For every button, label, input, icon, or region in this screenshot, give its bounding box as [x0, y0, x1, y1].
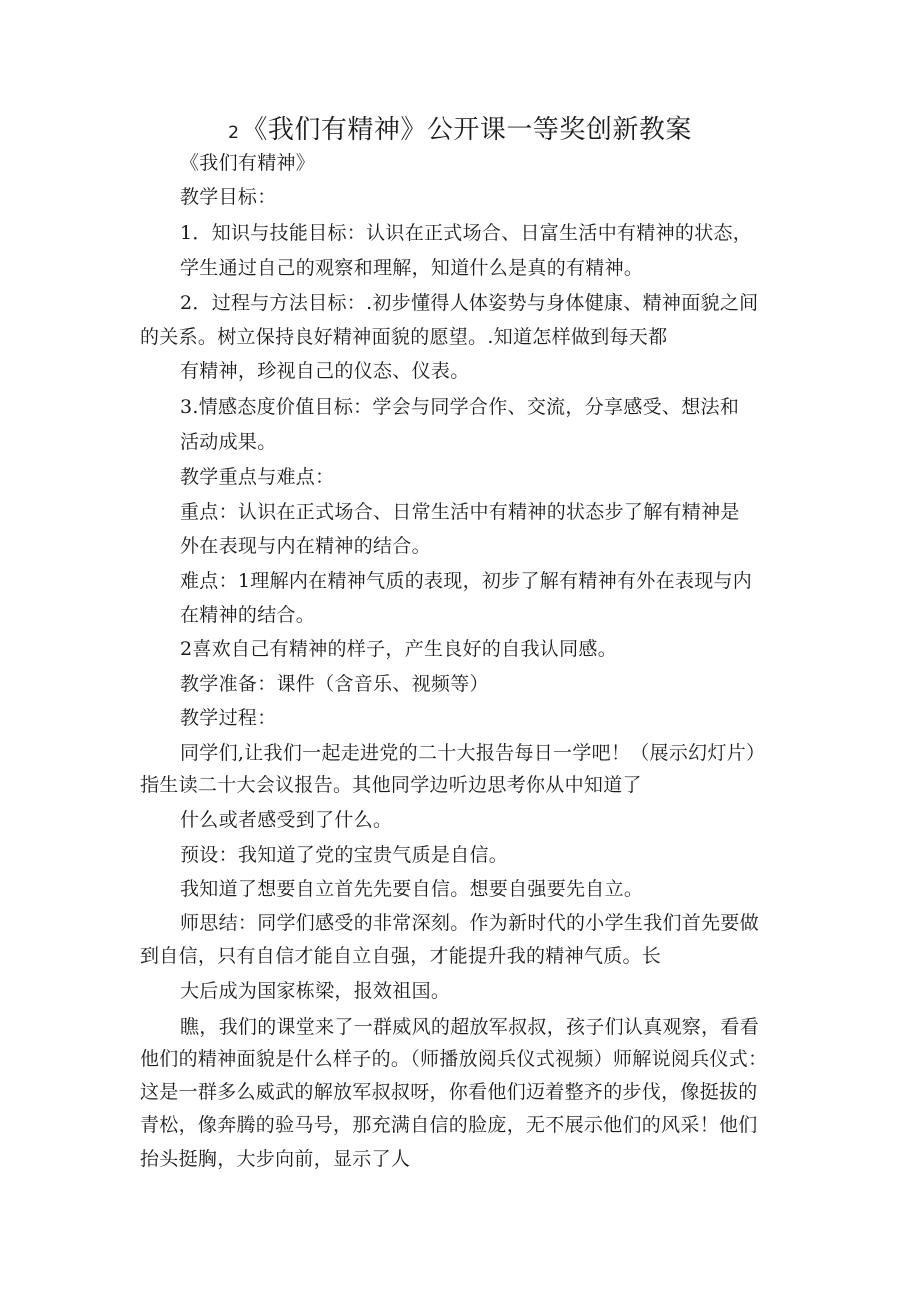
body-line: 师思结：同学们感受的非常深刻。作为新时代的小学生我们首先要做 — [180, 912, 760, 934]
body-line: 指生读二十大会议报告。其他同学边听边思考你从中知道了 — [140, 774, 642, 796]
body-line: 他们的精神面貌是什么样子的。（师播放阅兵仪式视频）师解说阅兵仪式： — [140, 1048, 768, 1070]
body-line: 教学准备：课件（含音乐、视频等） — [180, 673, 489, 695]
body-line: 抬头挺胸，大步向前，显示了人 — [140, 1148, 411, 1170]
body-line: 预设：我知道了党的宝贵气质是自信。 — [180, 844, 509, 866]
body-line: 的关系。树立保持良好精神面貌的愿望。.知道怎样做到每天都 — [140, 326, 668, 348]
body-line: 2喜欢自己有精神的样子，产生良好的自我认同感。 — [180, 638, 617, 660]
body-line: 外在表现与内在精神的结合。 — [180, 535, 431, 557]
body-line: 我知道了想要自立首先先要自信。想要自强要先自立。 — [180, 878, 644, 900]
document-title — [0, 112, 920, 151]
body-line: 3.情感态度价值目标：学会与同学合作、交流，分享感受、想法和 — [180, 396, 740, 418]
body-line: 《我们有精神》 — [180, 152, 316, 174]
body-line: 1．知识与技能目标：认识在正式场合、日富生活中有精神的状态， — [180, 222, 753, 244]
body-line: 在精神的结合。 — [180, 604, 316, 626]
body-line: 青松，像奔腾的验马号，那充满自信的脸庞，无不展示他们的风采！他们 — [140, 1114, 758, 1136]
body-line: 什么或者感受到了什么。 — [180, 809, 393, 831]
body-line: 这是一群多么威武的解放军叔叔呀，你看他们迈着整齐的步伐，像挺拔的 — [140, 1081, 758, 1103]
body-line: 难点：1理解内在精神气质的表现，初步了解有精神有外在表现与内 — [180, 570, 753, 592]
body-line: 大后成为国家栋梁，报效祖国。 — [180, 980, 451, 1002]
body-line: 瞧，我们的课堂来了一群威风的超放军叔叔，孩子们认真观察，看看 — [180, 1016, 760, 1038]
body-line: 同学们,让我们一起走进党的二十大报告每日一学吧！（展示幻灯片） — [180, 742, 766, 764]
body-line: 到自信，只有自信才能自立自强，才能提升我的精神气质。长 — [140, 945, 662, 967]
body-line: 学生通过自己的观察和理解，知道什么是真的有精神。 — [180, 257, 644, 279]
body-line: 有精神，珍视自己的仪态、仪表。 — [180, 360, 470, 382]
body-line: 2．过程与方法目标：.初步懂得人体姿势与身体健康、精神面貌之间 — [180, 292, 759, 314]
title-text: 《我们有精神》公开课一等奖创新教案 — [241, 115, 692, 145]
title-number: 2 — [228, 123, 240, 143]
body-line: 重点：认识在正式场合、日常生活中有精神的状态步了解有精神是 — [180, 501, 740, 523]
body-line: 教学重点与难点： — [180, 466, 335, 488]
body-line: 教学目标： — [180, 186, 277, 208]
body-line: 教学过程： — [180, 707, 277, 729]
body-line: 活动成果。 — [180, 431, 277, 453]
